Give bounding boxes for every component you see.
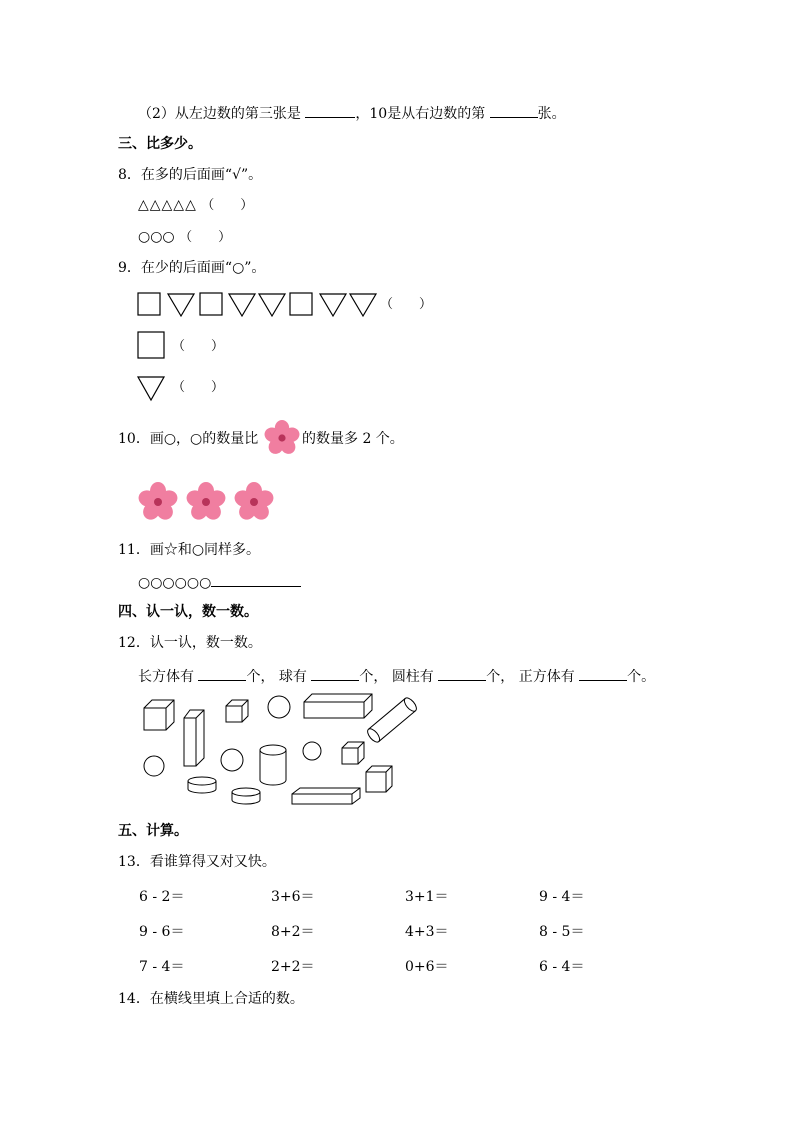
square-shape <box>136 330 166 360</box>
q11-title: 11．画☆和○同样多。 <box>118 542 261 558</box>
answer-paren[interactable]: （ ） <box>380 297 433 312</box>
q9-shape-row <box>136 290 386 318</box>
answer-blank[interactable] <box>438 666 486 681</box>
q8-row1 <box>138 196 253 215</box>
triangle-shape <box>320 294 346 316</box>
answer-paren[interactable]: （ ） <box>172 339 225 354</box>
flower-icon <box>138 482 178 522</box>
answer-paren[interactable]: （ ） <box>179 230 232 245</box>
solids-figure <box>134 688 424 814</box>
cuboid-shape <box>184 710 204 766</box>
q13-title: 13．看谁算得又对又快。 <box>118 854 276 870</box>
q10-prefix: 10．画○，○的数量比 <box>118 431 259 447</box>
triangle-row: △△△△△ <box>138 197 197 213</box>
flower-icon <box>234 482 274 522</box>
cylinder-shape <box>260 745 286 785</box>
sphere-shape <box>303 742 321 760</box>
sphere-shape <box>221 749 243 771</box>
calc-item: 9 - 4＝ <box>539 889 585 905</box>
triangle-shape <box>259 294 285 316</box>
cube-shape <box>366 766 392 792</box>
calc-item: 0+6＝ <box>405 959 449 975</box>
answer-blank[interactable] <box>579 666 627 681</box>
q12-count-row: 长方体有 个， 球有 个， 圆柱有 个， 正方体有 个。 <box>138 666 655 686</box>
triangle-shape <box>136 374 166 402</box>
cylinder-shape <box>232 788 260 804</box>
q11-row <box>138 572 301 592</box>
triangle-shape <box>350 294 376 316</box>
cuboid-shape <box>292 788 360 804</box>
square-shape <box>138 293 160 315</box>
answer-blank[interactable] <box>198 666 246 681</box>
q8-title: 8．在多的后面画“√”。 <box>118 167 263 183</box>
cube-shape <box>342 742 364 764</box>
calc-item: 8+2＝ <box>271 924 315 940</box>
answer-blank[interactable] <box>305 103 355 118</box>
answer-blank[interactable] <box>311 666 359 681</box>
answer-paren[interactable]: （ ） <box>201 198 254 213</box>
section-4-heading: 四、认一认，数一数。 <box>118 604 258 620</box>
calc-item: 3+6＝ <box>271 889 315 905</box>
calc-item: 8 - 5＝ <box>539 924 585 940</box>
sphere-shape <box>144 756 164 776</box>
q10-suffix: 的数量多 2 个。 <box>302 431 404 447</box>
cube-shape <box>144 700 174 730</box>
calc-item: 7 - 4＝ <box>139 959 185 975</box>
section-5-heading: 五、计算。 <box>118 823 188 839</box>
calc-item: 9 - 6＝ <box>139 924 185 940</box>
square-shape <box>200 293 222 315</box>
cylinder-shape <box>365 696 418 744</box>
calc-item: 2+2＝ <box>271 959 315 975</box>
sphere-shape <box>268 696 290 718</box>
q8-row2 <box>138 228 231 247</box>
circle-row: ○○○○○○ <box>138 575 212 591</box>
circle-row: ○○○ <box>138 229 175 245</box>
answer-paren[interactable]: （ ） <box>172 380 225 395</box>
answer-blank[interactable] <box>211 572 301 587</box>
calc-item: 3+1＝ <box>405 889 449 905</box>
square-shape <box>290 293 312 315</box>
q9-title: 9．在少的后面画“○”。 <box>118 260 266 276</box>
calc-item: 6 - 4＝ <box>539 959 585 975</box>
triangle-shape <box>168 294 194 316</box>
cube-shape <box>226 700 248 722</box>
triangle-shape <box>229 294 255 316</box>
calc-item: 6 - 2＝ <box>139 889 185 905</box>
cylinder-shape <box>188 777 216 793</box>
calc-item: 4+3＝ <box>405 924 449 940</box>
q12-title: 12．认一认，数一数。 <box>118 635 262 651</box>
section-3-heading: 三、比多少。 <box>118 136 202 152</box>
q14-title: 14．在横线里填上合适的数。 <box>118 991 304 1007</box>
q7-part2: （2）从左边数的第三张是 ，10是从右边数的第 张。 <box>138 103 566 123</box>
flower-icon <box>186 482 226 522</box>
answer-blank[interactable] <box>490 103 538 118</box>
cuboid-shape <box>304 694 372 718</box>
flower-icon <box>264 420 300 456</box>
